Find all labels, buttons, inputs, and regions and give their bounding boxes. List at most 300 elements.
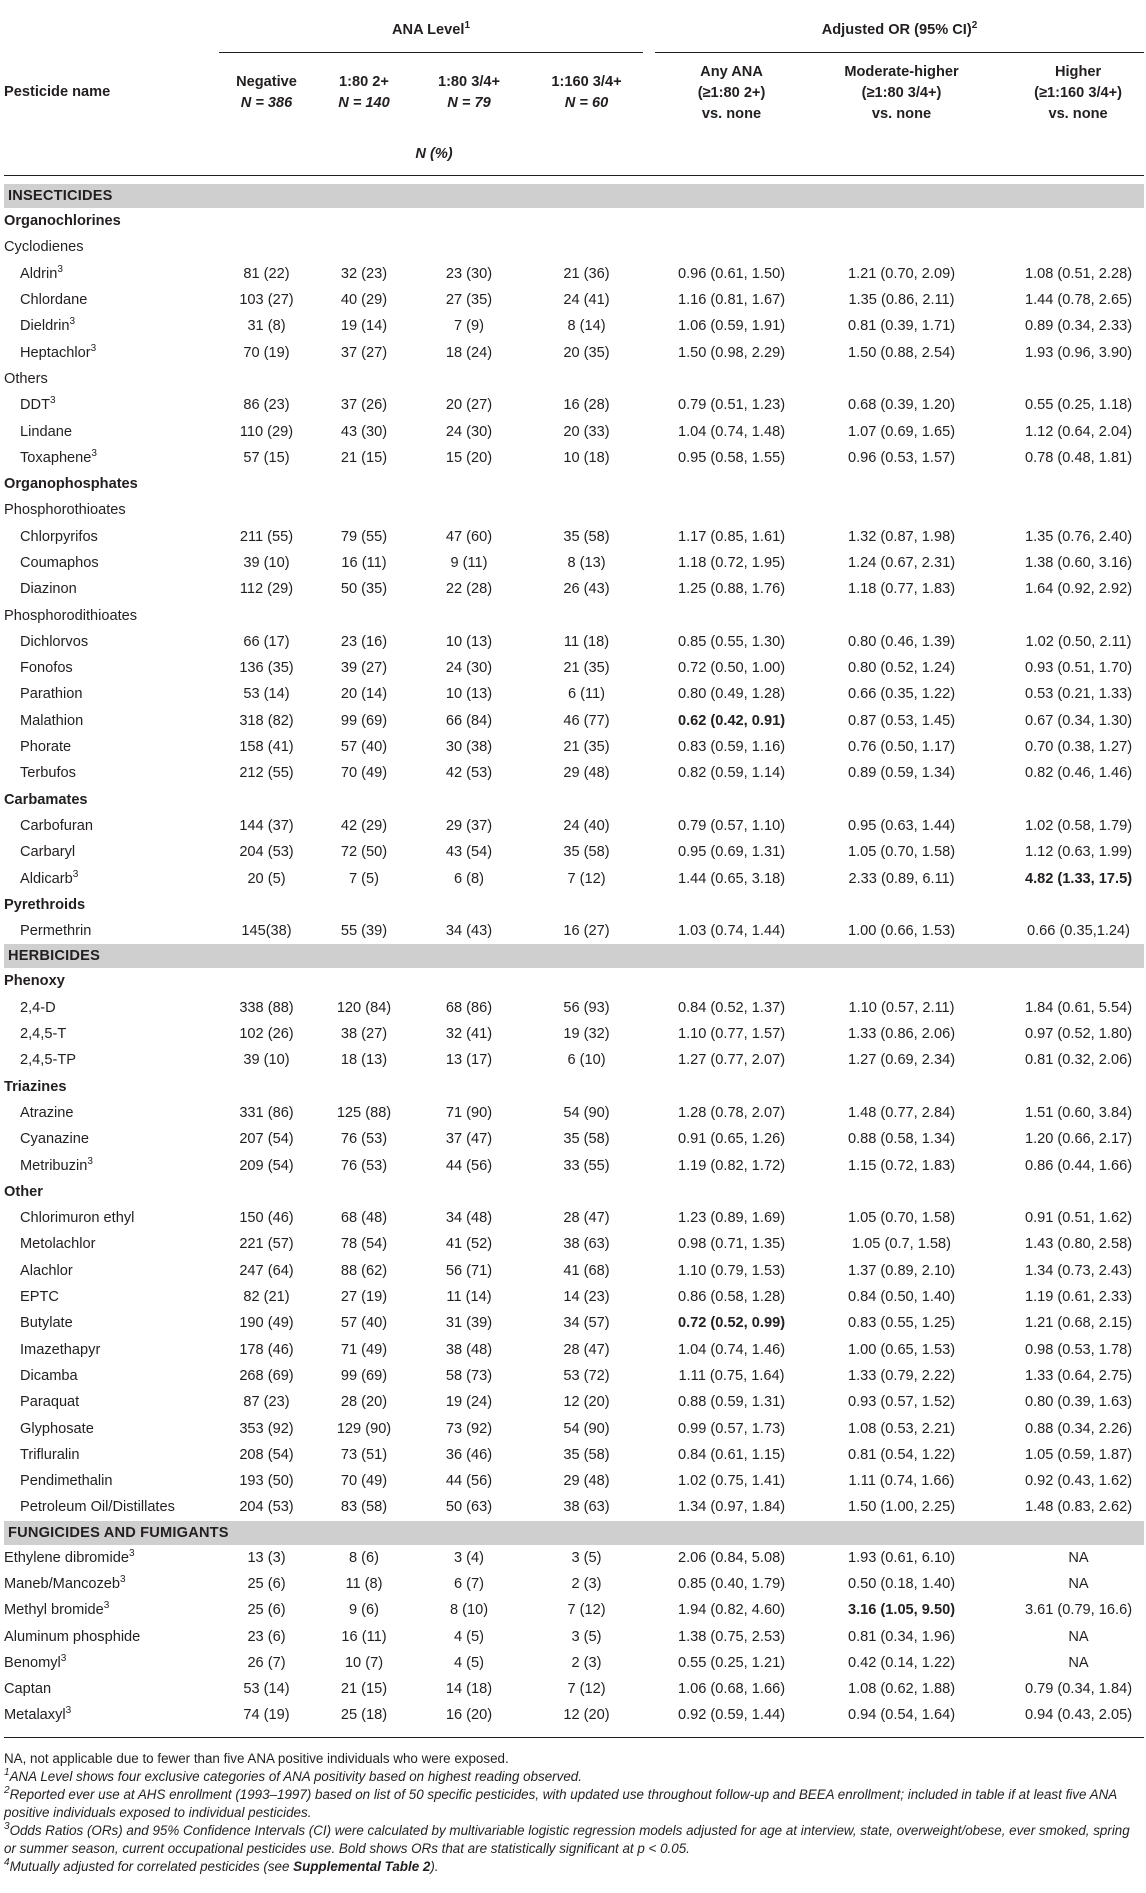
cell-ana-180-2: 83 (58) [340, 1499, 388, 1516]
cell-higher-or: 0.55 (0.25, 1.18) [1024, 397, 1133, 414]
cell-any-ana-or: 0.79 (0.57, 1.10) [677, 817, 786, 834]
cell-negative: 70 (19) [243, 344, 290, 361]
cell-higher-or: 1.02 (0.58, 1.79) [1024, 817, 1133, 834]
cell-ana-1160-34: 12 (20) [563, 1707, 610, 1724]
cell-ana-1160-34: 2 (3) [571, 1575, 602, 1592]
cell-ana-180-34: 13 (17) [445, 1052, 493, 1069]
subsection-header-phosphorodithioates [4, 602, 1144, 628]
cell-negative: 31 (8) [247, 318, 286, 335]
table-row-terbufos [4, 760, 1144, 786]
cell-ana-180-2: 73 (51) [340, 1446, 388, 1463]
cell-ana-1160-34: 53 (72) [563, 1367, 610, 1384]
cell-higher-or: 1.84 (0.61, 5.54) [1024, 999, 1133, 1016]
pesticide-name: Diazinon [20, 581, 77, 598]
cell-moderate-higher-or: 0.50 (0.18, 1.40) [847, 1575, 956, 1592]
pesticide-name: Carbaryl [20, 844, 76, 861]
cell-moderate-higher-or: 1.93 (0.61, 6.10) [847, 1549, 956, 1566]
cell-ana-180-2: 20 (14) [340, 686, 388, 703]
cell-moderate-higher-or: 1.07 (0.69, 1.65) [847, 423, 956, 440]
pesticide-name: Metribuzin$^3$ [20, 1155, 93, 1174]
cell-higher-or: 0.79 (0.34, 1.84) [1024, 1681, 1133, 1698]
cell-ana-1160-34: 10 (18) [563, 449, 610, 466]
cell-negative: 103 (27) [239, 292, 294, 309]
section-label: FUNGICIDES AND FUMIGANTS [4, 1521, 1144, 1545]
cell-ana-180-34: 68 (86) [445, 999, 493, 1016]
supplemental-table-link[interactable]: Supplemental Table 2 [293, 1858, 431, 1874]
ana-180-2-header: 1:80 2+ N = 140 [338, 74, 390, 111]
cell-any-ana-or: 1.06 (0.59, 1.91) [677, 318, 786, 335]
n-percent-label: N (%) [415, 146, 453, 162]
cell-ana-1160-34: 6 (10) [567, 1052, 606, 1069]
cell-ana-1160-34: 38 (63) [563, 1236, 610, 1253]
cell-moderate-higher-or: 0.81 (0.39, 1.71) [847, 318, 956, 335]
cell-moderate-higher-or: 1.18 (0.77, 1.83) [847, 581, 956, 598]
cell-moderate-higher-or: 0.83 (0.55, 1.25) [847, 1315, 956, 1332]
table-row-carbofuran [4, 813, 1144, 839]
table-row-parathion [4, 681, 1144, 707]
cell-moderate-higher-or: 0.42 (0.14, 1.22) [847, 1654, 956, 1671]
cell-moderate-higher-or: 1.21 (0.70, 2.09) [847, 265, 956, 282]
cell-moderate-higher-or: 1.50 (1.00, 2.25) [847, 1499, 956, 1516]
pesticide-name: 2,4,5-T [20, 1026, 67, 1043]
cell-higher-or: 0.88 (0.34, 2.26) [1024, 1420, 1133, 1437]
cell-any-ana-or: 1.17 (0.85, 1.61) [677, 528, 786, 545]
pesticide-name: Chlorpyrifos [20, 528, 98, 545]
footnote-2: $^2$Reported ever use at AHS enrollment (1993–1997) based on list of 50 specific pesticides, with updated use throughout follow-up and BEEA enrollment; included in table if at least five ANA positive individuals exposed to individual pesticides. [4, 1784, 1117, 1820]
cell-ana-1160-34: 20 (33) [563, 423, 610, 440]
cell-higher-or: 4.82 (1.33, 17.5) [1024, 870, 1133, 887]
pesticide-name: 2,4,5-TP [20, 1052, 76, 1069]
cell-ana-1160-34: 29 (48) [563, 765, 610, 782]
cell-moderate-higher-or: 0.81 (0.54, 1.22) [847, 1446, 956, 1463]
table-container [0, 8, 1146, 1876]
cell-any-ana-or: 1.06 (0.68, 1.66) [677, 1681, 786, 1698]
cell-ana-180-2: 43 (30) [340, 423, 388, 440]
cell-negative: 87 (23) [243, 1394, 290, 1411]
cell-ana-180-34: 43 (54) [445, 844, 493, 861]
cell-ana-180-34: 18 (24) [445, 344, 493, 361]
cell-ana-1160-34: 24 (40) [563, 817, 610, 834]
cell-ana-1160-34: 34 (57) [563, 1315, 610, 1332]
cell-ana-180-34: 7 (9) [453, 318, 484, 335]
table-row-methylbromide [4, 1597, 1144, 1623]
cell-ana-180-2: 27 (19) [340, 1289, 388, 1306]
cell-negative: 23 (6) [247, 1628, 286, 1645]
cell-negative: 331 (86) [239, 1104, 294, 1121]
cell-negative: 102 (26) [239, 1026, 294, 1043]
pesticide-name: Butylate [20, 1315, 73, 1332]
cell-ana-180-2: 78 (54) [340, 1236, 388, 1253]
cell-ana-180-2: 21 (15) [340, 1681, 388, 1698]
table-row-carbaryl [4, 839, 1144, 865]
cell-ana-180-34: 3 (4) [453, 1549, 484, 1566]
cell-higher-or: NA [1068, 1628, 1089, 1645]
higher-header: Higher (≥1:160 3/4+) vs. none [1034, 63, 1123, 122]
cell-ana-1160-34: 2 (3) [571, 1654, 602, 1671]
table-row-atrazine [4, 1100, 1144, 1126]
cell-any-ana-or: 0.84 (0.61, 1.15) [677, 1446, 786, 1463]
footnote-3: $^3$Odds Ratios (ORs) and 95% Confidence Intervals (CI) were calculated by multivariable logistic regression models adjusted for age at interview, state, overweight/obese, ever smoked, spring or summer season, current occupational pesticides use. Bold shows ORs that are statistically significant at p < 0.05. [4, 1820, 1130, 1856]
cell-higher-or: 3.61 (0.79, 16.6) [1024, 1602, 1133, 1619]
cell-higher-or: 1.51 (0.60, 3.84) [1024, 1104, 1133, 1121]
cell-ana-180-34: 8 (10) [449, 1602, 489, 1619]
table-row-lindane [4, 418, 1144, 444]
cell-ana-1160-34: 35 (58) [563, 1446, 610, 1463]
cell-ana-180-34: 41 (52) [445, 1236, 493, 1253]
subsection-header-pyrethroids [4, 892, 1144, 918]
cell-ana-180-2: 76 (53) [340, 1131, 388, 1148]
cell-ana-1160-34: 3 (5) [571, 1628, 602, 1645]
cell-moderate-higher-or: 0.96 (0.53, 1.57) [847, 449, 956, 466]
cell-ana-180-2: 99 (69) [340, 712, 388, 729]
cell-higher-or: 1.48 (0.83, 2.62) [1024, 1499, 1133, 1516]
cell-moderate-higher-or: 0.93 (0.57, 1.52) [847, 1394, 956, 1411]
cell-negative: 66 (17) [243, 633, 290, 650]
cell-any-ana-or: 1.94 (0.82, 4.60) [677, 1602, 786, 1619]
cell-higher-or: 0.66 (0.35,1.24) [1026, 923, 1131, 940]
cell-any-ana-or: 0.98 (0.71, 1.35) [677, 1236, 786, 1253]
pesticide-name: Phorate [20, 739, 72, 756]
cell-higher-or: 1.19 (0.61, 2.33) [1024, 1289, 1133, 1306]
pesticide-name: Petroleum Oil/Distillates [20, 1499, 175, 1516]
pesticide-name: Coumaphos [20, 555, 99, 571]
cell-negative: 25 (6) [247, 1602, 286, 1619]
cell-negative: 81 (22) [243, 265, 290, 282]
cell-ana-180-34: 73 (92) [445, 1420, 493, 1437]
cell-any-ana-or: 0.88 (0.59, 1.31) [677, 1394, 786, 1411]
cell-any-ana-or: 1.04 (0.74, 1.48) [677, 423, 786, 440]
cell-negative: 150 (46) [239, 1210, 294, 1227]
cell-negative: 158 (41) [239, 739, 294, 756]
cell-any-ana-or: 1.10 (0.79, 1.53) [677, 1262, 786, 1279]
pesticide-name: Toxaphene$^3$ [20, 447, 97, 466]
pesticide-name: Malathion [20, 712, 84, 729]
cell-ana-180-2: 99 (69) [340, 1367, 388, 1384]
cell-ana-1160-34: 16 (28) [563, 397, 610, 414]
cell-ana-180-2: 38 (27) [340, 1026, 388, 1043]
ana-1160-34-header: 1:160 3/4+ N = 60 [551, 74, 622, 111]
cell-any-ana-or: 1.10 (0.77, 1.57) [677, 1026, 786, 1043]
ana-180-34-header: 1:80 3/4+ N = 79 [437, 74, 501, 111]
cell-higher-or: 0.98 (0.53, 1.78) [1024, 1341, 1133, 1358]
cell-negative: 211 (55) [239, 528, 294, 545]
cell-higher-or: 0.78 (0.48, 1.81) [1024, 449, 1133, 466]
cell-negative: 57 (15) [243, 449, 290, 466]
cell-any-ana-or: 0.79 (0.51, 1.23) [677, 397, 786, 414]
cell-ana-180-34: 4 (5) [453, 1654, 484, 1671]
cell-ana-180-34: 24 (30) [445, 423, 493, 440]
cell-higher-or: 1.12 (0.64, 2.04) [1024, 423, 1133, 440]
cell-ana-180-2: 9 (6) [348, 1602, 379, 1619]
cell-ana-180-34: 15 (20) [445, 449, 493, 466]
cell-negative: 145(38) [241, 923, 292, 940]
table-row-maneb [4, 1571, 1144, 1597]
cell-ana-180-34: 32 (41) [445, 1026, 493, 1043]
moderate-higher-header: Moderate-higher (≥1:80 3/4+) vs. none [844, 63, 959, 122]
cell-ana-180-2: 50 (35) [340, 581, 388, 598]
table-row-dichlorvos [4, 629, 1144, 655]
cell-moderate-higher-or: 1.10 (0.57, 2.11) [848, 999, 955, 1016]
cell-ana-180-34: 42 (53) [445, 765, 493, 782]
cell-higher-or: 1.44 (0.78, 2.65) [1024, 292, 1133, 309]
cell-negative: 13 (3) [247, 1549, 286, 1566]
cell-moderate-higher-or: 0.80 (0.52, 1.24) [847, 660, 956, 677]
cell-higher-or: 0.67 (0.34, 1.30) [1024, 712, 1133, 729]
cell-ana-180-2: 25 (18) [340, 1707, 388, 1724]
cell-ana-180-34: 24 (30) [445, 660, 493, 677]
pesticide-name: Dieldrin$^3$ [20, 316, 76, 335]
pesticide-name: Metalaxyl$^3$ [4, 1705, 72, 1724]
cell-ana-1160-34: 11 (18) [563, 633, 610, 650]
cell-ana-180-2: 55 (39) [340, 923, 388, 940]
cell-any-ana-or: 1.16 (0.81, 1.67) [677, 292, 786, 309]
cell-negative: 112 (29) [239, 581, 294, 598]
pesticide-name: Pendimethalin [20, 1473, 113, 1490]
cell-higher-or: 1.93 (0.96, 3.90) [1024, 344, 1133, 361]
footnote-1: $^1$ANA Level shows four exclusive categories of ANA positivity based on highest reading observed. [4, 1766, 582, 1784]
cell-ana-180-2: 16 (11) [341, 555, 387, 571]
table-row-fonofos [4, 655, 1144, 681]
cell-ana-180-34: 27 (35) [445, 292, 493, 309]
cell-higher-or: NA [1068, 1575, 1089, 1592]
cell-negative: 26 (7) [247, 1654, 286, 1671]
table-row-phorate [4, 734, 1144, 760]
cell-negative: 86 (23) [243, 397, 290, 414]
cell-ana-1160-34: 35 (58) [563, 528, 610, 545]
pesticide-name: Heptachlor$^3$ [20, 342, 97, 361]
cell-ana-1160-34: 41 (68) [563, 1262, 610, 1279]
cell-any-ana-or: 2.06 (0.84, 5.08) [677, 1549, 786, 1566]
cell-any-ana-or: 1.03 (0.74, 1.44) [677, 923, 786, 940]
cell-any-ana-or: 1.28 (0.78, 2.07) [677, 1104, 786, 1121]
table-row-ddt [4, 392, 1144, 418]
cell-ana-180-34: 50 (63) [445, 1499, 493, 1516]
pesticide-name: Benomyl$^3$ [4, 1652, 67, 1671]
cell-higher-or: 1.64 (0.92, 2.92) [1024, 581, 1133, 598]
cell-moderate-higher-or: 1.00 (0.66, 1.53) [847, 923, 956, 940]
subsection-header-other [4, 1179, 1144, 1205]
cell-ana-180-2: 28 (20) [340, 1394, 388, 1411]
table-row-permethrin [4, 918, 1144, 944]
cell-moderate-higher-or: 1.32 (0.87, 1.98) [847, 528, 956, 545]
cell-higher-or: 0.80 (0.39, 1.63) [1024, 1394, 1133, 1411]
table-row-t245 [4, 1021, 1144, 1047]
cell-ana-180-2: 16 (11) [341, 1628, 387, 1645]
cell-moderate-higher-or: 1.24 (0.67, 2.31) [847, 555, 956, 571]
cell-negative: 110 (29) [239, 423, 294, 440]
cell-ana-1160-34: 12 (20) [563, 1394, 610, 1411]
section-label: Organochlorines [4, 213, 121, 230]
cell-higher-or: 1.12 (0.63, 1.99) [1024, 844, 1133, 861]
cell-any-ana-or: 0.99 (0.57, 1.73) [677, 1420, 786, 1437]
cell-ana-180-2: 19 (14) [340, 318, 388, 335]
subsection-header-organophosphates [4, 471, 1144, 497]
cell-negative: 204 (53) [239, 1499, 294, 1516]
subsection-header-cyclodienes [4, 234, 1144, 260]
cell-higher-or: 0.81 (0.32, 2.06) [1024, 1052, 1133, 1069]
section-label: Cyclodienes [4, 239, 84, 256]
pesticide-name: Paraquat [20, 1394, 80, 1411]
pesticide-name: Metolachlor [20, 1236, 96, 1253]
cell-any-ana-or: 0.55 (0.25, 1.21) [677, 1654, 786, 1671]
cell-higher-or: 1.38 (0.60, 3.16) [1024, 555, 1133, 571]
section-label: Triazines [4, 1078, 67, 1095]
cell-any-ana-or: 0.84 (0.52, 1.37) [677, 999, 786, 1016]
cell-higher-or: 1.05 (0.59, 1.87) [1024, 1446, 1133, 1463]
table-row-metalaxyl [4, 1702, 1144, 1728]
cell-ana-180-34: 34 (43) [445, 923, 493, 940]
cell-any-ana-or: 0.72 (0.52, 0.99) [677, 1315, 786, 1332]
table-row-paraquat [4, 1389, 1144, 1415]
cell-higher-or: 1.43 (0.80, 2.58) [1024, 1236, 1133, 1253]
cell-any-ana-or: 1.23 (0.89, 1.69) [677, 1210, 786, 1227]
cell-negative: 221 (57) [239, 1236, 294, 1253]
cell-ana-1160-34: 35 (58) [563, 1131, 610, 1148]
pesticide-name: Dichlorvos [20, 633, 89, 650]
pesticide-name: Aldrin$^3$ [20, 263, 63, 282]
section-header-fungicides [4, 1521, 1144, 1545]
table-row-malathion [4, 708, 1144, 734]
pesticide-name: DDT$^3$ [20, 395, 56, 414]
cell-higher-or: 0.94 (0.43, 2.05) [1024, 1707, 1133, 1724]
cell-negative: 178 (46) [239, 1341, 294, 1358]
cell-ana-180-2: 76 (53) [340, 1157, 388, 1174]
cell-moderate-higher-or: 1.33 (0.86, 2.06) [847, 1026, 956, 1043]
table-row-butylate [4, 1310, 1144, 1336]
cell-moderate-higher-or: 0.94 (0.54, 1.64) [847, 1707, 956, 1724]
cell-ana-180-2: 129 (90) [336, 1420, 392, 1437]
table-row-aldrin [4, 261, 1144, 287]
cell-ana-180-2: 88 (62) [340, 1262, 388, 1279]
cell-higher-or: 0.53 (0.21, 1.33) [1024, 686, 1133, 703]
pesticide-name: Captan [4, 1681, 52, 1698]
cell-ana-180-2: 18 (13) [340, 1052, 388, 1069]
cell-moderate-higher-or: 0.68 (0.39, 1.20) [847, 397, 956, 414]
cell-ana-180-2: 125 (88) [336, 1104, 392, 1121]
cell-ana-180-34: 44 (56) [445, 1157, 493, 1174]
pesticide-name: Chlordane [20, 292, 88, 309]
table-row-dicamba [4, 1363, 1144, 1389]
cell-moderate-higher-or: 1.33 (0.79, 2.22) [847, 1367, 956, 1384]
cell-any-ana-or: 1.04 (0.74, 1.46) [677, 1341, 786, 1358]
cell-ana-1160-34: 21 (35) [563, 739, 610, 756]
pesticide-name: Cyanazine [20, 1131, 89, 1148]
cell-ana-1160-34: 21 (35) [563, 660, 610, 677]
cell-any-ana-or: 1.19 (0.82, 1.72) [677, 1157, 786, 1174]
cell-higher-or: 0.91 (0.51, 1.62) [1024, 1210, 1133, 1227]
table-row-aluminum [4, 1623, 1144, 1649]
table-row-tp245 [4, 1047, 1144, 1073]
cell-higher-or: 0.93 (0.51, 1.70) [1024, 660, 1133, 677]
cell-any-ana-or: 0.85 (0.40, 1.79) [677, 1575, 786, 1592]
cell-higher-or: 1.35 (0.76, 2.40) [1024, 528, 1133, 545]
cell-higher-or: 1.33 (0.64, 2.75) [1024, 1367, 1133, 1384]
cell-negative: 20 (5) [247, 870, 286, 887]
cell-negative: 193 (50) [239, 1473, 294, 1490]
cell-negative: 144 (37) [239, 817, 294, 834]
cell-moderate-higher-or: 1.15 (0.72, 1.83) [847, 1157, 956, 1174]
cell-higher-or: 0.86 (0.44, 1.66) [1024, 1157, 1133, 1174]
cell-negative: 39 (10) [243, 555, 290, 571]
cell-ana-180-2: 10 (7) [344, 1654, 384, 1671]
cell-any-ana-or: 1.38 (0.75, 2.53) [677, 1628, 786, 1645]
cell-moderate-higher-or: 1.05 (0.7, 1.58) [852, 1236, 951, 1253]
cell-moderate-higher-or: 0.81 (0.34, 1.96) [847, 1628, 956, 1645]
cell-ana-180-34: 56 (71) [445, 1262, 493, 1279]
subsection-header-triazines [4, 1074, 1144, 1100]
cell-negative: 207 (54) [239, 1131, 294, 1148]
cell-ana-1160-34: 26 (43) [563, 581, 610, 598]
cell-any-ana-or: 1.11 (0.75, 1.64) [678, 1367, 785, 1384]
cell-negative: 353 (92) [239, 1420, 294, 1437]
cell-moderate-higher-or: 1.05 (0.70, 1.58) [847, 844, 956, 861]
table-row-imazethapyr [4, 1336, 1144, 1362]
table-row-benomyl [4, 1650, 1144, 1676]
cell-moderate-higher-or: 2.33 (0.89, 6.11) [848, 870, 955, 887]
table-row-d24 [4, 995, 1144, 1021]
cell-ana-1160-34: 8 (13) [567, 555, 606, 571]
cell-higher-or: 0.97 (0.52, 1.80) [1024, 1026, 1133, 1043]
pesticide-name-header: Pesticide name [4, 84, 111, 101]
table-row-chlorimuron [4, 1205, 1144, 1231]
subsection-header-phosphorothioates [4, 497, 1144, 523]
cell-ana-180-34: 66 (84) [445, 712, 493, 729]
cell-ana-180-34: 31 (39) [445, 1315, 493, 1332]
cell-ana-180-34: 16 (20) [445, 1707, 493, 1724]
cell-ana-180-2: 11 (8) [345, 1575, 383, 1592]
pesticide-name: Dicamba [20, 1367, 78, 1384]
table-row-aldicarb [4, 865, 1144, 891]
pesticide-name: Maneb/Mancozeb$^3$ [4, 1573, 126, 1592]
cell-any-ana-or: 1.18 (0.72, 1.95) [677, 555, 786, 571]
cell-higher-or: 1.20 (0.66, 2.17) [1024, 1131, 1133, 1148]
table-row-metolachlor [4, 1231, 1144, 1257]
cell-higher-or: NA [1068, 1549, 1089, 1566]
cell-ana-180-2: 42 (29) [340, 817, 388, 834]
cell-ana-180-34: 38 (48) [445, 1341, 493, 1358]
cell-negative: 204 (53) [239, 844, 294, 861]
subsection-header-others [4, 366, 1144, 392]
cell-ana-180-34: 19 (24) [445, 1394, 493, 1411]
cell-negative: 209 (54) [239, 1157, 294, 1174]
cell-negative: 39 (10) [243, 1052, 290, 1069]
table-row-chlordane [4, 287, 1144, 313]
table-row-alachlor [4, 1258, 1144, 1284]
table-row-toxaphene [4, 445, 1144, 471]
cell-higher-or: 0.70 (0.38, 1.27) [1024, 739, 1133, 756]
cell-moderate-higher-or: 1.05 (0.70, 1.58) [847, 1210, 956, 1227]
cell-any-ana-or: 0.85 (0.55, 1.30) [677, 633, 786, 650]
cell-moderate-higher-or: 1.27 (0.69, 2.34) [847, 1052, 956, 1069]
cell-any-ana-or: 1.44 (0.65, 3.18) [677, 870, 786, 887]
pesticide-name: Carbofuran [20, 817, 94, 834]
cell-ana-1160-34: 24 (41) [563, 292, 610, 309]
cell-ana-180-2: 21 (15) [340, 449, 388, 466]
cell-ana-180-2: 57 (40) [340, 1315, 388, 1332]
cell-ana-1160-34: 16 (27) [563, 923, 610, 940]
pesticide-name: Lindane [20, 423, 72, 440]
cell-ana-180-34: 6 (7) [453, 1575, 484, 1592]
table-row-heptachlor [4, 339, 1144, 365]
cell-ana-180-2: 68 (48) [340, 1210, 388, 1227]
cell-ana-1160-34: 7 (12) [567, 1602, 606, 1619]
cell-higher-or: 0.89 (0.34, 2.33) [1024, 318, 1133, 335]
pesticide-name: Aldicarb$^3$ [20, 868, 79, 887]
cell-negative: 82 (21) [243, 1289, 290, 1306]
cell-negative: 53 (14) [243, 1681, 290, 1698]
subsection-header-carbamates [4, 787, 1144, 813]
cell-ana-180-34: 9 (11) [450, 555, 488, 571]
